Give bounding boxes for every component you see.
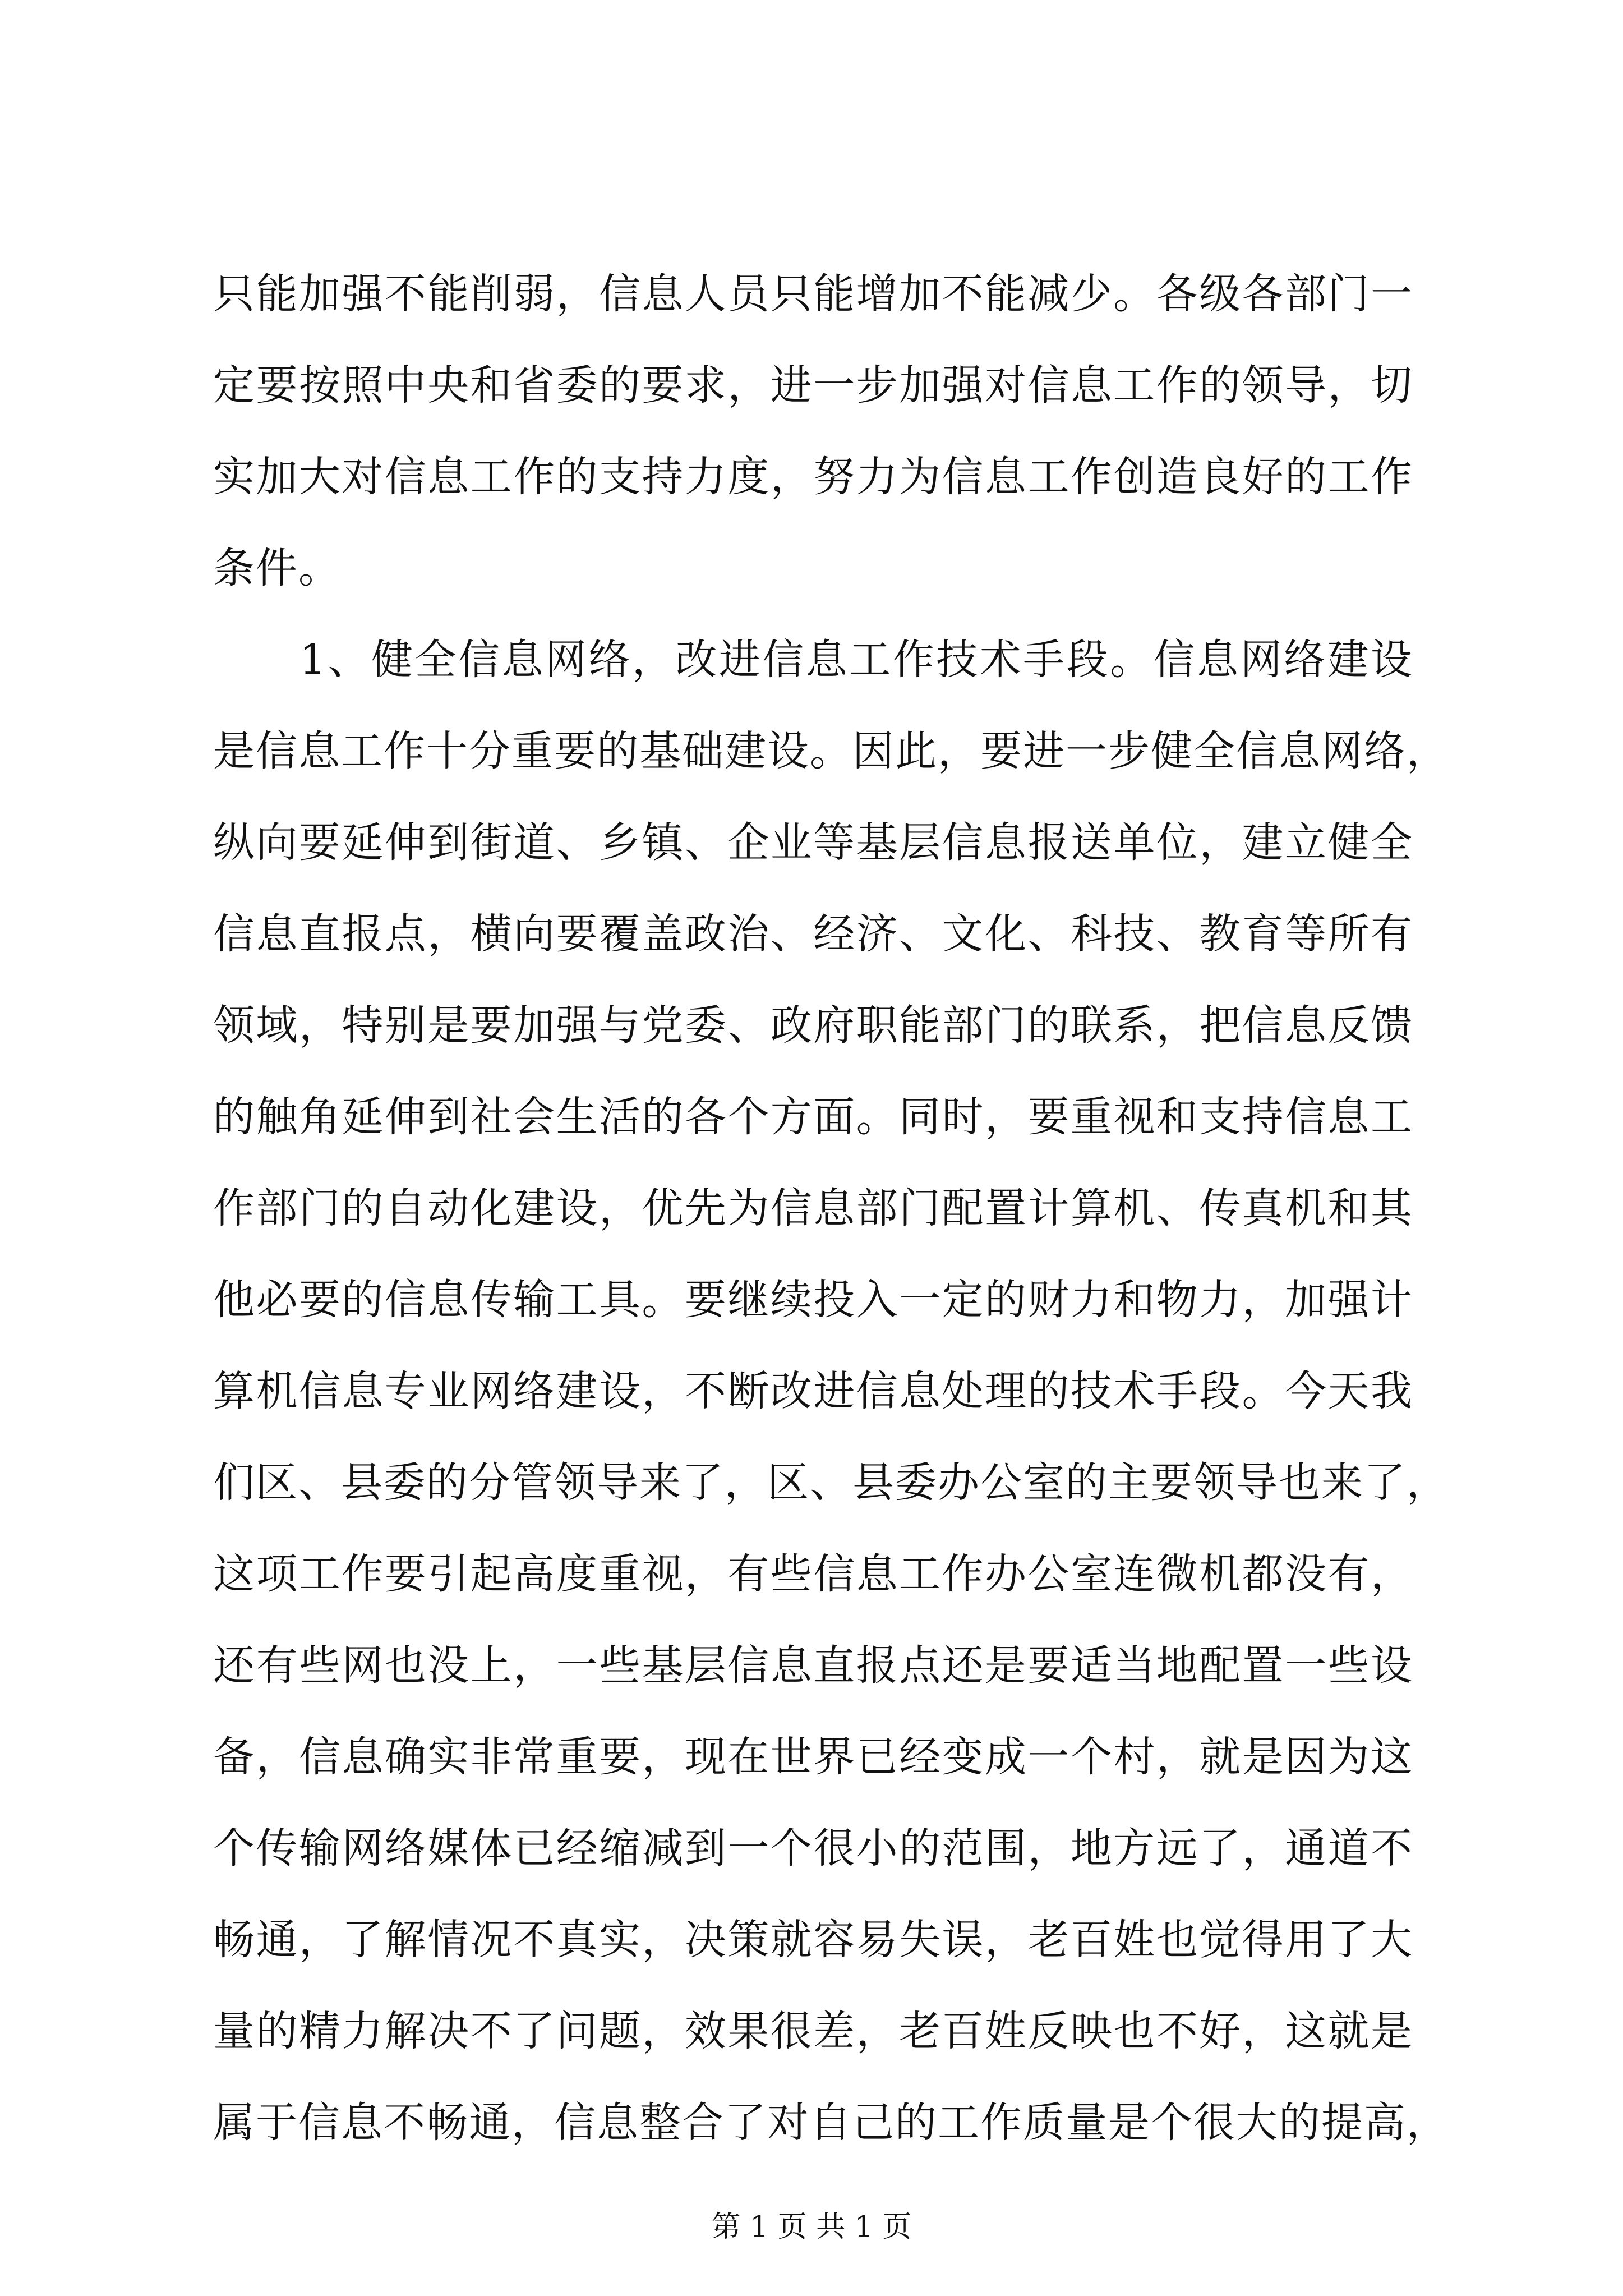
page-number-footer: 第 1 页 共 1 页 xyxy=(711,2210,912,2244)
paragraph-line: 纵向要延伸到街道、乡镇、企业等基层信息报送单位，建立健全 xyxy=(213,818,1413,867)
paragraph-line: 他必要的信息传输工具。要继续投入一定的财力和物力，加强计 xyxy=(213,1276,1413,1324)
paragraph-line: 实加大对信息工作的支持力度，努力为信息工作创造良好的工作 xyxy=(213,453,1413,501)
paragraph-line: 量的精力解决不了问题，效果很差，老百姓反映也不好，这就是 xyxy=(213,2007,1413,2055)
paragraph-line: 个传输网络媒体已经缩减到一个很小的范围，地方远了，通道不 xyxy=(213,1824,1413,1872)
paragraph-line: 们区、县委的分管领导来了，区、县委办公室的主要领导也来了， xyxy=(213,1458,1449,1507)
paragraph-line: 作部门的自动化建设，优先为信息部门配置计算机、传真机和其 xyxy=(213,1184,1413,1232)
paragraph-line: 定要按照中央和省委的要求，进一步加强对信息工作的领导，切 xyxy=(213,361,1413,409)
paragraph-line: 还有些网也没上，一些基层信息直报点还是要适当地配置一些设 xyxy=(213,1641,1413,1690)
paragraph-line: 这项工作要引起高度重视，有些信息工作办公室连微机都没有， xyxy=(213,1550,1413,1598)
paragraph-line: 是信息工作十分重要的基础建设。因此，要进一步健全信息网络， xyxy=(213,727,1449,775)
paragraph-line: 的触角延伸到社会生活的各个方面。同时，要重视和支持信息工 xyxy=(213,1093,1413,1141)
paragraph-line: 算机信息专业网络建设，不断改进信息处理的技术手段。今天我 xyxy=(213,1367,1413,1415)
paragraph-line: 信息直报点，横向要覆盖政治、经济、文化、科技、教育等所有 xyxy=(213,910,1413,958)
paragraph-line: 条件。 xyxy=(213,544,341,592)
paragraph-line: 属于信息不畅通，信息整合了对自己的工作质量是个很大的提高， xyxy=(213,2099,1449,2147)
paragraph-line: 1、健全信息网络，改进信息工作技术手段。信息网络建设 xyxy=(299,636,1413,684)
paragraph-line: 只能加强不能削弱，信息人员只能增加不能减少。各级各部门一 xyxy=(213,270,1413,318)
paragraph-line: 备，信息确实非常重要，现在世界已经变成一个村，就是因为这 xyxy=(213,1733,1413,1781)
paragraph-line: 领域，特别是要加强与党委、政府职能部门的联系，把信息反馈 xyxy=(213,1001,1413,1050)
paragraph-line: 畅通，了解情况不真实，决策就容易失误，老百姓也觉得用了大 xyxy=(213,1916,1413,1964)
